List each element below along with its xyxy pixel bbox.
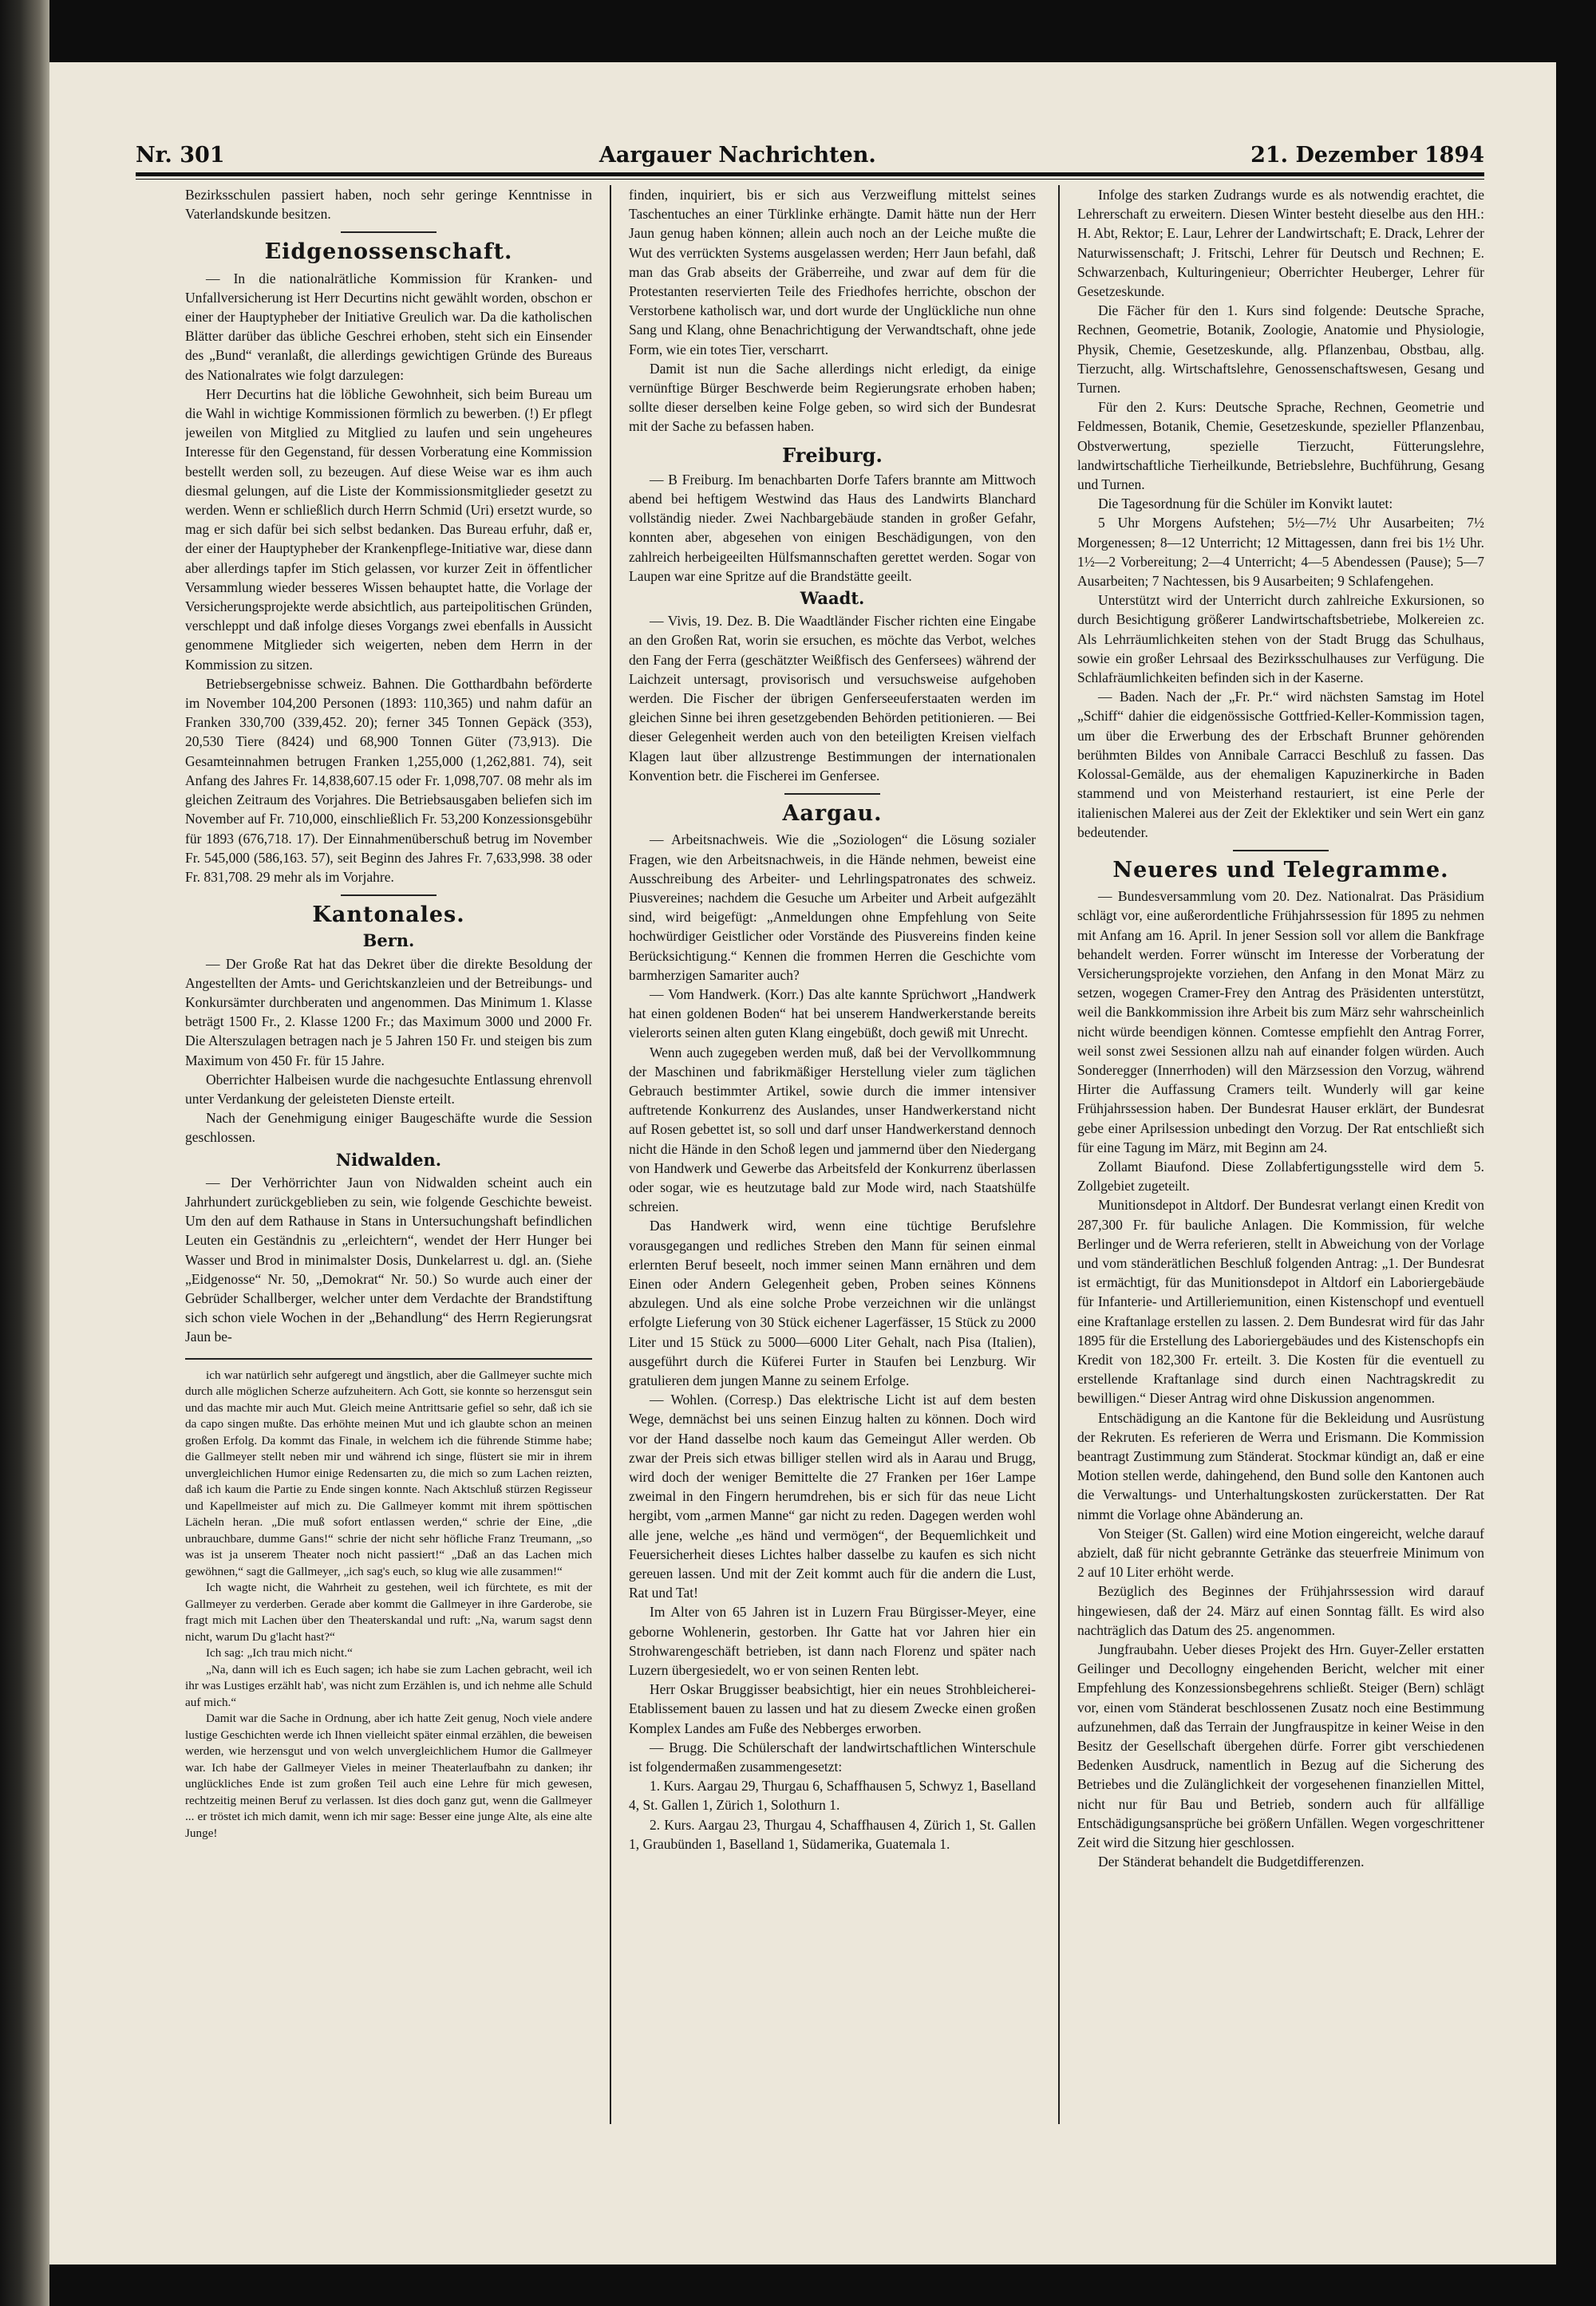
subsection-heading: Freiburg.: [782, 443, 883, 467]
column-1: [185, 185, 592, 2260]
article-text: Das Handwerk wird, wenn eine tüchtige Berufslehre vorausgegangen und redliches Streben den Mann für seinen einmal erlernten Beruf beseelt, noch immer seinen Mann ernähren und dem Einen oder Andern Gelegenheit geben, Proben seines Könnens abzulegen. Und als eine solche Probe verzeichnen wir die unlängst erfolgte Lieferung von 30 Stück eichener Lagerfässer, 15 Stück zu 2000 Liter und 15 Stück zu 5000—6000 Liter Gehalt, nach Pisa (Italien), ausgeführt durch die Küferei Furter in Staufen bei Lenzburg. Wir gratulieren dem jungen Manne zu seinem Erfolge.: [629, 1218, 1036, 1388]
article-text: Jungfraubahn. Ueber dieses Projekt des Hrn. Guyer-Zeller erstatten Geilinger und Decollogny eingehenden Bericht, welcher mit einer Empfehlung des Konzessionsbegehrens schließt. Steiger (Bern) schlägt vor, einen vom Ständerat beschlossenen Zusatz noch eine Bestimmung aufzunehmen, daß das Terrain der Jungfrauspitze in keiner Weise in den Besitz der Gesellschaft übergehen dürfe. Forrer gibt verschiedenen Bedenken Ausdruck, namentlich in Bezug auf die Sicherung des Betriebes und die Zulänglichkeit der vorgesehenen finanziellen Mittel, nicht nur für Bau und Betrieb, sondern auch für allfällige Entschädigungsansprüche bei größern Unfällen. Wegen vorgeschrittener Zeit wird die Sitzung hier geschlossen.: [1077, 1641, 1484, 1851]
feuilleton-text: Ich sag: „Ich trau mich nicht.“: [206, 1646, 353, 1660]
subsection-heading: Bern.: [362, 930, 415, 951]
article-text: — Baden. Nach der „Fr. Pr.“ wird nächsten Samstag im Hotel „Schiff“ dahier die eidgenössische Gottfried-Keller-Kommission tagen, um über die Erwerbung des der Erbschaft Brunner gehörenden berühmten Bildes von Annibale Carracci Beschluß zu fassen. Das Kolossal-Gemälde, aus der ehemaligen Kapuzinerkirche in Baden stammend und von Meisterhand restauriert, ist eine Perle der italienischen Malerei aus der Zeit der Eklektiker und sein Wert ein ganz bedeutender.: [1077, 689, 1484, 840]
subsection-heading: Nidwalden.: [335, 1149, 442, 1170]
separator: [341, 894, 437, 896]
article-text: — Vivis, 19. Dez. B. Die Waadtländer Fischer richten eine Eingabe an den Großen Rat, worin sie ersuchen, es möchte das Verbot, welches den Fang der Ferra (geschätzter Weißfisch des Genfersees) während der Laichzeit untersagt, provisorisch und versuchsweise aufgehoben werden. Die Fischer der übrigen Genferseeuferstaaten werden im gleichen Sinne bei ihren gesetzgebenden Behörden petitionieren. — Bei dieser Gelegenheit werden auch von den beteiligten Kreisen vielfach Klagen laut über allzustrenge Bestimmungen der internationalen Konvention betr. die Fischerei im Genfersee.: [629, 613, 1036, 784]
article-text: Unterstützt wird der Unterricht durch zahlreiche Exkursionen, so durch Besichtigung größerer Landwirtschaftsbetriebe, Molkereien zc. Als Lehrräumlichkeiten stehen von der Stadt Brugg das Schulhaus, sowie ein großer Lehrsaal des Bezirksschulhauses zur Verfügung. Die Schlafräumlichkeiten befinden sich in der Kaserne.: [1077, 592, 1484, 686]
section-heading: Aargau.: [782, 801, 883, 827]
feuilleton-text: Damit war die Sache in Ordnung, aber ich hatte Zeit genug, Noch viele andere lustige Geschichten werde ich Ihnen vielleicht später einmal erzählen, die beweisen werden, wie herzensgut und von welch unvergleichlichem Humor die Gallmeyer war. Ich habe der Gallmeyer Vieles in meiner Theaterlaufbahn zu danken; ihr unglückliches Ende ist zum großen Teil auch eine Lehre für mich gewesen, rechtzeitig meinen Beruf zu verlassen. Ist dies doch ganz gut, wenn die Gallmeyer ... er tröstet ich mich damit, wenn ich mir sage: Besser eine junge Alte, als eine alte Junge!: [185, 1712, 592, 1840]
article-text: Nach der Genehmigung einiger Baugeschäfte wurde die Session geschlossen.: [185, 1110, 592, 1146]
section-heading: Neueres und Telegramme.: [1112, 857, 1449, 883]
article-text: 5 Uhr Morgens Aufstehen; 5½—7½ Uhr Ausarbeiten; 7½ Morgenessen; 8—12 Unterricht; 12 Mittagessen, dann frei bis 1½ Uhr. 1½—2 Vorbereitung; 2—4 Unterricht; 4—5 Abendessen (Pause); 5—7 Ausarbeiten; 7 Nachtessen, bis 9 Ausarbeiten; 9 Schlafengehen.: [1077, 515, 1484, 590]
article-text: — Der Verhörrichter Jaun von Nidwalden scheint auch ein Jahrhundert zurückgeblieben zu sein, wie folgende Geschichte beweist. Um den auf dem Rathause in Stans in Untersuchungshaft befindlichen Leuten ein Geständnis zu „erleichtern“, wendet der Herr Hunger bei Wasser und Brod in minimalster Dosis, Dunkelarrest u. dgl. an. (Siehe „Eidgenosse“ Nr. 50, „Demokrat“ Nr. 50.) So wurde auch einer der Gebrüder Schallberger, welcher unter dem Verdachte der Brandstiftung sich schon viele Wochen in der „Behandlung“ des Herrn Regierungsrat Jaun be-: [185, 1174, 592, 1345]
article-text: finden, inquiriert, bis er sich aus Verzweiflung mittelst seines Taschentuches an einer Türklinke erhängte. Damit hätte nun der Herr Jaun genug haben können; allein auch noch an der Leiche mußte die Wut des verrückten Systems ausgelassen werden; Herr Jaun befahl, daß man das Grab abseits der Gräberreihe, und zwar auf dem für die Protestanten reservierten Teile des Friedhofes herrichte, obschon der Verstorbene katholisch war, und dort wurde der Unglückliche nun ohne Sang und Klang, ohne Benachrichtigung der Verwandtschaft, ohne jede Form, wie ein totes Tier, verscharrt.: [629, 187, 1036, 357]
article-text: — Brugg. Die Schülerschaft der landwirtschaftlichen Winterschule ist folgendermaßen zusammengesetzt:: [629, 1739, 1036, 1775]
header-rule: [136, 172, 1484, 176]
article-text: Munitionsdepot in Altdorf. Der Bundesrat verlangt einen Kredit von 287,300 Fr. für bauliche Anlagen. Die Kommission, für welche Berlinger und de Werra referieren, stellt in Abweichung von der Vorlage und vom ständerätlichen Beschluß folgenden Antrag: „1. Der Bundesrat ist ermächtigt, für das Munitionsdepot in Altdorf ein Laboriergebäude für Infanterie- und Artilleriemunition, einen Kistenschopf und eventuell eine Kraftanlage erstellen zu lassen. 2. Dem Bundesrat wird für das Jahr 1895 für die Erstellung des Laboriergebäudes und des Kistenschopfs ein Kredit von 182,300 Fr. erteilt. 3. Die Kosten für die eventuell zu erstellende Kraftanlage sind durch einen Nachtragskredit zu bewilligen.“ Dieser Antrag wird ohne Diskussion angenommen.: [1077, 1197, 1484, 1407]
article-text: Im Alter von 65 Jahren ist in Luzern Frau Bürgisser-Meyer, eine geborne Wohlenerin, gestorben. Ihr Gatte hat vor Jahren hier ein Strohwarengeschäft betrieben, ist dann nach Florenz und später nach Luzern übergesiedelt, wo er von seinen Renten lebt.: [629, 1604, 1036, 1679]
column-divider: [610, 185, 611, 2124]
separator: [341, 231, 437, 233]
page-binding-edge: [0, 0, 49, 2306]
issue-number: Nr. 301: [136, 143, 225, 168]
article-text: Die Tagesordnung für die Schüler im Konvikt lautet:: [1098, 496, 1393, 512]
article-text: Der Ständerat behandelt die Budgetdifferenzen.: [1098, 1854, 1365, 1870]
article-text: Wenn auch zugegeben werden muß, daß bei der Vervollkommnung der Maschinen und fabrikmäßiger Herstellung vieler zum täglichen Gebrauch bestimmter Artikel, sowie durch die immer intensiver auftretende Konkurrenz des Auslandes, unser Handwerkerstand nicht auf Rosen gebettet ist, so soll und darf unser Handwerkerstand dennoch nicht die Hände in den Schoß legen und jammernd über den Niedergang von Handwerk und Gewerbe das Arbeitsfeld der Konkurrenz überlassen oder sogar, wie es heutzutage bald zur Mode wird, nach Staatshülfe schreien.: [629, 1044, 1036, 1215]
article-text: Oberrichter Halbeisen wurde die nachgesuchte Entlassung ehrenvoll unter Verdankung der geleisteten Dienste erteilt.: [185, 1071, 592, 1107]
separator: [1233, 850, 1329, 851]
feuilleton-rule: [185, 1358, 592, 1360]
article-text: 2. Kurs. Aargau 23, Thurgau 4, Schaffhausen 4, Zürich 1, St. Gallen 1, Graubünden 1, Baselland 1, Südamerika, Guatemala 1.: [629, 1816, 1036, 1852]
article-text: — Bundesversammlung vom 20. Dez. Nationalrat. Das Präsidium schlägt vor, eine außerordentliche Frühjahrssession für 1895 zu nehmen mit Anfang am 16. April. In jener Session soll vor allem die Bankfrage behandelt werden. Forrer wünscht im Interesse der Vorberatung der Versicherungsprojekte vorziehen, den Anfang in den Monat März zu setzen, wogegen Cramer-Frey den Antrag des Präsidenten unterstützt, weil die Bankkommission ihre Arbeit bis zum März sehr wahrscheinlich nicht würde beendigen können. Comtesse empfiehlt den Antrag Forrer, weil sonst zwei Sessionen allzu nah auf einander folgen würden. Auch Sonderegger (Innerrhoden) will den Märzsession den Vorzug, während Hirter die Auffassung Cramers teilt. Wunderly will gar keine Frühjahrssession haben. Der Bundesrat Hauser erklärt, der Bundesrat gebe einer Aprilsession unbedingt den Vorzug. Der Rat entschließt sich für eine Tagung im März, mit Beginn am 24.: [1077, 888, 1484, 1155]
separator: [784, 793, 880, 795]
masthead: [136, 120, 1484, 168]
section-heading: Eidgenossenschaft.: [264, 239, 513, 265]
article-text: Infolge des starken Zudrangs wurde es als notwendig erachtet, die Lehrerschaft zu erweitern. Diesen Winter besteht dieselbe aus den HH.: H. Abt, Rektor; E. Laur, Lehrer der Landwirtschaft; E. Drack, Lehrer der Naturwissenschaft; J. Fritschi, Lehrer für Deutsch und Rechnen; E. Schwarzenbach, Kulturingenieur; Oberrichter Heuberger, Lehrer für Gesetzeskunde.: [1077, 187, 1484, 300]
article-text: Betriebsergebnisse schweiz. Bahnen. Die Gotthardbahn beförderte im November 104,200 Personen (1893: 110,365) und nahm dafür an Franken 330,700 (339,452. 20); ferner 345 Tonnen Gepäck (353), 20,530 Tiere (8424) und 68,900 Tonnen Güter (73,913). Die Gesamteinnahmen betrugen Franken 1,255,000 (1,262,881. 74), seit Anfang des Jahres Fr. 14,838,607.15 oder Fr. 1,098,707. 08 mehr als im gleichen Zeitraum des Vorjahres. Die Betriebsausgaben beliefen sich im November auf Fr. 710,000, einschließlich Fr. 53,200 Konzessionsgebühr für 1893 (676,718. 17). Der Einnahmenüberschuß betrug im November Fr. 545,000 (586,163. 57), seit Beginn des Jahres Fr. 7,633,998. 38 oder Fr. 831,708. 29 mehr als im Vorjahre.: [185, 675, 592, 885]
article-text: — Arbeitsnachweis. Wie die „Soziologen“ die Lösung sozialer Fragen, wie den Arbeitsnachweis, in die Hände nehmen, beweist eine Ausschreibung des Arbeiter- und Lehrlingspatronates des schweiz. Piusvereines; nachdem die Gesuche um Arbeiter und Arbeit aufgezählt sind, wird beigefügt: „Anmeldungen ohne Empfehlung von Seite hochwürdiger Geistlicher oder Vorstände des Piusvereins finden keine Berücksichtigung.“ Kennen die frommen Herren die Geschichte vom barmherzigen Samariter auch?: [629, 831, 1036, 983]
article-text: Von Steiger (St. Gallen) wird eine Motion eingereicht, welche darauf abzielt, daß für nicht gebrannte Getränke das steuerfreie Minimum von 2 auf 10 Liter erhöht werde.: [1077, 1525, 1484, 1581]
subsection-heading: Waadt.: [800, 588, 865, 609]
newspaper-title: Aargauer Nachrichten.: [598, 143, 876, 168]
article-text: Die Fächer für den 1. Kurs sind folgende: Deutsche Sprache, Rechnen, Geometrie, Botanik, Zoologie, Anatomie und Physiologie, Physik, Chemie, Gesetzeskunde, allg. Pflanzenbau, Obstbau, allg. Tierzucht, allg. Wirtschaftslehre, Genossenschaftswesen, Gesang und Turnen.: [1077, 302, 1484, 397]
feuilleton-text: Ich wagte nicht, die Wahrheit zu gestehen, weil ich fürchtete, es mit der Gallmeyer zu verderben. Gerade aber kommt die Gallmeyer in ihre Garderobe, sie fragt mich mit Lachen über den Theaterskandal und ruft: „Na, warum sagst denn nicht, warum Du g'lacht hast?“: [185, 1581, 592, 1644]
column-divider: [1058, 185, 1060, 2124]
article-text: 1. Kurs. Aargau 29, Thurgau 6, Schaffhausen 5, Schwyz 1, Baselland 4, St. Gallen 1, Zürich 1, Solothurn 1.: [629, 1778, 1036, 1814]
article-text: Entschädigung an die Kantone für die Bekleidung und Ausrüstung der Rekruten. Es referieren de Werra und Erismann. Die Kommission beantragt Zustimmung zum Ständerat. Stockmar kündigt an, daß er eine Motion stellen werde, dahingehend, den Bund solle den Kantonen auch die Verwaltungs- und Unterhaltungskosten zurückerstatten. Der Rat nimmt die Vorlage ohne Abänderung an.: [1077, 1409, 1484, 1522]
article-text: — Wohlen. (Corresp.) Das elektrische Licht ist auf dem besten Wege, demnächst bei uns seinen Einzug halten zu können. Doch wird vor der Hand dasselbe noch kaum das Gemeingut Aller werden. Ob zwar der Preis sich etwas billiger stellen wird als in Aarau und Brugg, wird doch der weniger Bemittelte die 27 Franken per 16er Lampe zweimal in den Fingern herumdrehen, bis er sich für das neue Licht hergibt, vom „armen Manne“ gar nicht zu reden. Dagegen werden wohl alle jene, welche „es händ und vermögen“, der Bequemlichkeit und Feuersicherheit dieses Lichtes halber dasselbe zu kaufen es sich nicht gereuen lassen. Und mit der Zeit kommt auch für die andern die Lust, Rat und Tat!: [629, 1392, 1036, 1601]
section-heading: Kantonales.: [312, 902, 465, 928]
article-text: Herr Oskar Bruggisser beabsichtigt, hier ein neues Strohbleicherei-Etablissement bauen zu lassen und hat zu diesem Zwecke einen großen Komplex Landes am Fuße des Nebberges erworben.: [629, 1681, 1036, 1736]
article-text: — Vom Handwerk. (Korr.) Das alte kannte Sprüchwort „Handwerk hat einen goldenen Boden“ hat bei unserem Handwerkerstande bereits vielerorts seinen alten guten Klang eingebüßt, doch gewiß mit Unrecht.: [629, 985, 1036, 1041]
article-text: Damit ist nun die Sache allerdings nicht erledigt, da einige vernünftige Bürger Beschwerde beim Regierungsrate erhoben haben; sollte dieser derselben keine Folge geben, so wird sich der Bundesrat mit der Sache zu befassen haben.: [629, 360, 1036, 435]
article-text: — In die nationalrätliche Kommission für Kranken- und Unfallversicherung ist Herr Decurtins nicht gewählt worden, obschon er einer der Hauptурheber der Initiative Greulich war. Da die katholischen Blätter darüber das übliche Geschrei erhoben, steht sich ein Einsender des „Bund“ veranlaßt, die allerdings gewichtigen Gründe des Bureaus des Nationalrates wie folgt darzulegen:: [185, 270, 592, 383]
article-text: Herr Decurtins hat die löbliche Gewohnheit, sich beim Bureau um die Wahl in wichtige Kommissionen förmlich zu bewerben. (!) Er pflegt jeweilen von Mitglied zu Mitglied zu laufen und sein ungeheures Interesse für den Gegenstand, für dessen Vorberatung eine Kommission bestellt werden soll, zu bezeugen. Auf diese Weise war es ihm auch diesmal gelungen, auf die Liste der Kommissionsmitglieder gesetzt zu werden. Wenn er schließlich durch Herrn Schmid (Uri) ersetzt wurde, so mag er sich dafür bei sich selbst bedanken. Das Bureau erfuhr, daß er, der einer der Hauptурheber der Krankenpflege-Initiative war, diese dann aber allerdings tapfer im Stich gelassen, vor kurzer Zeit in öffentlicher Versammlung wieder besseres Wissen behauptet hatte, die Vorlage der Versicherungsprojekte werde absichtlich, aus parteipolitischen Gründen, verschleppt und daß infolge dieses Vorgangs zwei ebenfalls in Aussicht genommene Mitglieder sich weigerten, neben dem Herrn in der Kommission zu sitzen.: [185, 385, 592, 673]
article-text: Bezirksschulen passiert haben, noch sehr geringe Kenntnisse in Vaterlandskunde besitzen.: [185, 187, 592, 223]
feuilleton-text: „Na, dann will ich es Euch sagen; ich habe sie zum Lachen gebracht, weil ich ihr was Lustiges erzählt hab', was nicht zum Erzählen is, und ich nehme alle Schuld auf mich.“: [185, 1662, 592, 1709]
column-2: [629, 185, 1036, 2260]
article-text: Für den 2. Kurs: Deutsche Sprache, Rechnen, Geometrie und Feldmessen, Botanik, Chemie, Gesetzeskunde, spezieller Pflanzenbau, Obstverwertung, spezielle Tierzucht, Fütterungslehre, landwirtschaftliche Tierheilkunde, Betriebslehre, Buchführung, Gesang und Turnen.: [1077, 399, 1484, 493]
column-3: [1077, 185, 1484, 2260]
issue-date: 21. Dezember 1894: [1250, 143, 1484, 168]
feuilleton-text: ich war natürlich sehr aufgeregt und ängstlich, aber die Gallmeyer suchte mich durch alle möglichen Scherze aufzuheitern. Ach Gott, sie konnte so herzensgut sein und das machte mir auch Mut. Gleich meine Antrittsarie gefiel so sehr, daß ich sie da capo singen mußte. Das erhöhte meinen Mut und ich glaubte schon an meinen großen Erfolg. Da kommt das Finale, in welchem ich die führende Stimme habe; die Gallmeyer stellt neben mir und während ich singe, flüstert sie mir in ihrem unvergleichlichen Humor einige Redensarten zu, die mich so zum Lachen reizten, daß ich kaum die Partie zu Ende singen konnte. Nach Aktschluß stürzen Regisseur und Kapellmeister auf mich zu. Die Gallmeyer kommt mit ihrem spöttischen Lächeln heran. „Die muß sofort entlassen werden,“ schrie der Eine, „die unbrauchbare, dumme Gans!“ schrie der nicht sehr höfliche Franz Treumann, „so was ist ja unserem Theater noch nicht passiert!“ „Daß an das Lachen mich gewöhnen,“ sagt die Gallmeyer, „ich sag's euch, so klug wie alle zusammen!“: [185, 1368, 592, 1578]
article-text: — Der Große Rat hat das Dekret über die direkte Besoldung der Angestellten der Amts- und Gerichtskanzleien und der Betreibungs- und Konkursämter durchberaten und angenommen. Das Minimum 1. Klasse beträgt 1500 Fr., 2. Klasse 1200 Fr.; das Maximum 3000 und 2000 Fr. Die Alterszulagen betragen nach je 5 Jahren 150 Fr. und steigen bis zum Maximum von 450 Fr. für 15 Jahre.: [185, 955, 592, 1068]
header-rule-thin: [136, 179, 1484, 180]
article-text: Bezüglich des Beginnes der Frühjahrssession wird darauf hingewiesen, daß der 24. März auf einen Sonntag fällt. Es wird also nachträglich das Datum des 25. angenommen.: [1077, 1583, 1484, 1638]
article-text: Zollamt Biaufond. Diese Zollabfertigungsstelle wird dem 5. Zollgebiet zugeteilt.: [1077, 1158, 1484, 1194]
article-text: — B Freiburg. Im benachbarten Dorfe Tafers brannte am Mittwoch abend bei heftigem Westwind das Haus des Landwirts Blanchard vollständig nieder. Zwei Nachbargebäude standen in großer Gefahr, konnten aber, abgesehen von einigen Beschädigungen, von den zahlreich herbeigeeilten Hülfsmannschaften gerettet werden. Sogar von Laupen war eine Spritze auf die Brandstätte geeilt.: [629, 471, 1036, 584]
